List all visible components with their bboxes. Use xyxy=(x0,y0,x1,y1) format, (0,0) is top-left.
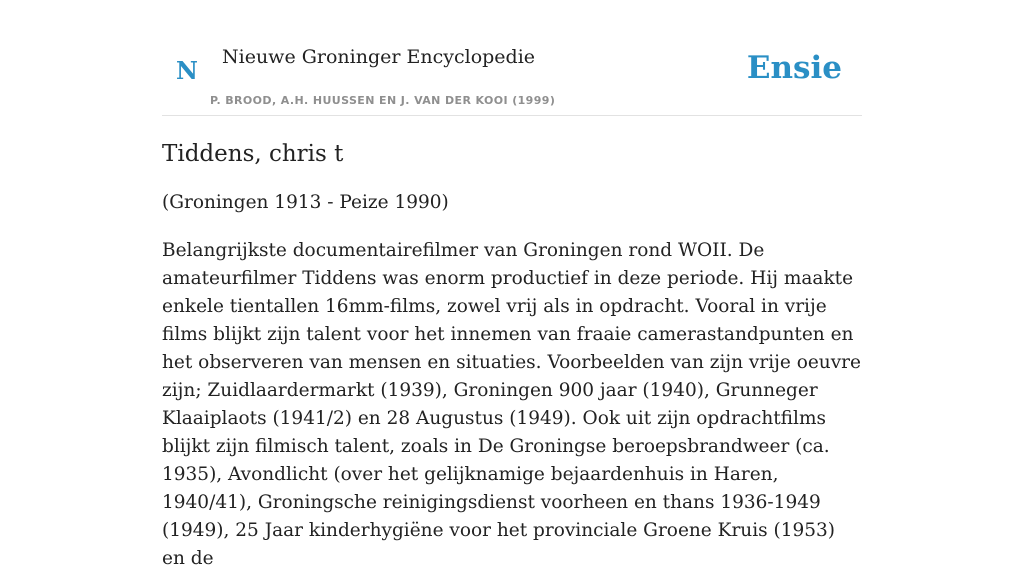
header xyxy=(162,0,862,116)
article-lifespan: (Groningen 1913 - Peize 1990) xyxy=(162,192,449,213)
book-title-link[interactable]: Nieuwe Groninger Encyclopedie xyxy=(222,46,536,68)
ensie-logo[interactable]: Ensie xyxy=(746,50,842,86)
article xyxy=(162,137,862,573)
byline: P. BROOD, A.H. HUUSSEN EN J. VAN DER KOOI (1999) xyxy=(210,94,556,107)
book-logo[interactable]: N xyxy=(176,56,198,85)
article-body: Belangrijkste documentairefilmer van Groningen rond WOII. De amateurfilmer Tiddens was enorm productief in deze periode. Hij maakte enkele tientallen 16mm-films, zowel vrij als in opdracht. Vooral in vrije films blijkt zijn talent voor het innemen van fraaie camerastandpunten en het observeren van mensen en situaties. Voorbeelden van zijn vrije oeuvre zijn; Zuidlaardermarkt (1939), Groningen 900 jaar (1940), Grunneger Klaaiplaots (1941/2) en 28 Augustus (1949). Ook uit zijn opdrachtfilms blijkt zijn filmisch talent, zoals in De Groningse beroepsbrandweer (ca. 1935), Avondlicht (over het gelijknamige bejaardenhuis in Haren, 1940/41), Groningsche reinigingsdienst voorheen en thans 1936-1949 (1949), 25 Jaar kinderhygiëne voor het provinciale Groene Kruis (1953) en de xyxy=(162,240,861,569)
article-title: Tiddens, chris t xyxy=(162,141,344,167)
